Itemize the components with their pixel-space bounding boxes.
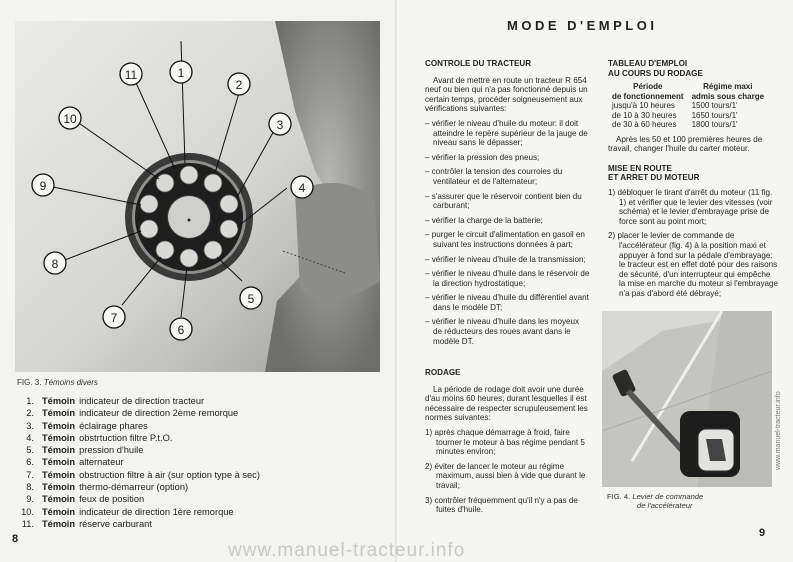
list-item: – purger le circuit d'alimentation en gasoil en suivant les instructions données à part; — [425, 230, 585, 249]
figure-3-title: Témoins divers — [43, 378, 98, 387]
list-item: 2) éviter de lancer le moteur au régime maximum, aussi bien à vide que durant le travail; — [425, 461, 586, 490]
legend-item: 6. Témoin alternateur — [26, 457, 124, 468]
mise-heading-1: MISE EN ROUTE — [608, 163, 672, 173]
figure-4-prefix: FIG. 4. — [607, 492, 631, 501]
list-item: – contrôler la tension des courroies du ventilateur et de l'alternateur; — [425, 167, 563, 186]
tableau-section — [608, 59, 778, 299]
legend-item: 7. Témoin obstruction filtre à air (sur option type à sec) — [26, 469, 260, 480]
callout-8: 8 — [51, 257, 59, 271]
callout-2: 2 — [235, 78, 243, 92]
column-header: Période — [633, 82, 663, 92]
callout-5: 5 — [247, 292, 255, 306]
callout-7: 7 — [110, 311, 118, 325]
list-item: 2) placer le levier de commande de l'accélérateur (fig. 4) à la position maxi et appuyer à fond sur la pédale d'embrayage: le tracteur est en effet doté pour des raisons de sécurité, d'un interrupteur qui empêche la mise en marche du moteur si l'embrayage n'a pas d'abord été débrayé; — [608, 231, 778, 298]
list-item: – vérifier la charge de la batterie; — [425, 215, 543, 225]
legend-item: 2. Témoin indicateur de direction 2ème remorque — [26, 408, 239, 419]
callout-3: 3 — [276, 118, 284, 132]
accelerator-lever-illustration — [602, 311, 772, 487]
table-header-row — [608, 92, 768, 102]
list-item: – s'assurer que le réservoir contient bien du carburant; — [425, 191, 582, 211]
figure-4-caption — [607, 492, 703, 510]
page-number-left: 8 — [12, 533, 19, 545]
page-title: MODE D'EMPLOI — [507, 18, 658, 33]
svg-text:●: ● — [186, 217, 192, 224]
rodage-heading: RODAGE — [425, 368, 461, 377]
table-row: jusqu'à 10 heures 1500 tours/1' — [612, 101, 738, 111]
instrument-panel-illustration — [15, 21, 380, 372]
warning-lights-legend — [8, 395, 260, 530]
list-item: 1) après chaque démarrage à froid, faire tourner le moteur à bas régime pendant 5 minutes environ; — [425, 427, 585, 457]
figure-3-caption — [17, 378, 98, 387]
rodage-intro: La période de rodage doit avoir une durée d'au moins 60 heures, durant lesquelles il est nécessaire de respecter scrupuleusement les normes suivantes: — [425, 384, 588, 423]
controle-intro: Avant de mettre en route un tracteur R 654 neuf ou bien qui n'a pas fonctionné depuis un certain temps, procéder soigneusement aux vérifications suivantes: — [425, 75, 588, 114]
callout-10: 10 — [63, 112, 77, 126]
page-number-right: 9 — [759, 527, 766, 539]
warning-lights-photo — [15, 21, 380, 372]
list-item: – vérifier la pression des pneus; — [425, 152, 540, 162]
left-page — [0, 0, 396, 562]
list-item: – vérifier le niveau d'huile dans les moyeux de réducteurs des roues avant dans le modèle DT. — [425, 317, 580, 346]
callout-11: 11 — [124, 68, 138, 82]
rodage-section — [425, 368, 590, 515]
rodage-rules — [425, 428, 590, 515]
figure-4-line-1: Levier de commande — [632, 492, 704, 501]
legend-item: 1. Témoin indicateur de direction tracteur — [26, 396, 205, 406]
callout-9: 9 — [39, 179, 47, 193]
controle-section — [425, 59, 590, 346]
list-item: 1) débloquer le tirant d'arrêt du moteur (11 fig. 1) et vérifier que le levier des vitesses (voir schéma) et le levier d'embrayage prise de force sont au point mort; — [608, 188, 773, 226]
table-row: de 10 à 30 heures 1650 tours/1' — [612, 110, 738, 120]
callout-4: 4 — [298, 181, 306, 195]
mise-steps — [608, 188, 778, 299]
legend-item: 8. Témoin thermo-démarreur (option) — [26, 482, 189, 493]
mise-heading-2: ET ARRET DU MOTEUR — [608, 173, 700, 183]
column-header: Régime maxi — [703, 82, 753, 92]
watermark: www.manuel-tracteur.info — [228, 540, 466, 561]
column-header: de fonctionnement — [612, 91, 684, 101]
accelerator-lever-photo — [602, 311, 772, 487]
tableau-note: Après les 50 et 100 premières heures de travail, changer l'huile du carter moteur. — [608, 134, 763, 154]
controle-heading: CONTROLE DU TRACTEUR — [425, 59, 532, 68]
rodage-table — [608, 82, 768, 130]
legend-item: 4. Témoin obstrtuction filtre P.t.O. — [26, 432, 173, 443]
legend-item: 9. Témoin feux de position — [26, 494, 145, 505]
callout-6: 6 — [177, 323, 185, 337]
right-page — [397, 0, 793, 562]
legend-item: 3. Témoin éclairage phares — [26, 420, 148, 431]
list-item: – vérifier le niveau d'huile du moteur: il doit atteindre le repère supérieur de la jauge de niveau sans le dépasser; — [425, 118, 588, 148]
tableau-heading-2: AU COURS DU RODAGE — [608, 68, 703, 78]
table-row: de 30 à 60 heures 1800 tours/1' — [612, 120, 738, 130]
figure-3-prefix: FIG. 3. — [17, 378, 42, 387]
list-item: 3) contrôler fréquemment qu'il n'y a pas de fuites d'huile. — [425, 495, 578, 515]
legend-item: 10. Témoin indicateur de direction 1ère remorque — [21, 506, 234, 517]
list-item: – vérifier le niveau d'huile de la transmission; — [425, 254, 586, 264]
column-header: admis sous charge — [691, 91, 765, 101]
side-watermark: www.manuel-tracteur.info — [775, 391, 782, 470]
callout-1: 1 — [177, 66, 185, 80]
table-header-row — [608, 82, 768, 92]
list-item: – vérifier le niveau d'huile du différentiel avant dans le modèle DT; — [425, 293, 589, 312]
figure-4-line-2: de l'accélérateur — [637, 501, 693, 510]
legend-item: 11. Témoin réserve carburant — [21, 518, 152, 529]
tableau-heading-1: TABLEAU D'EMPLOI — [608, 59, 688, 68]
list-item: – vérifier le niveau d'huile dans le réservoir de la direction hydrostatique; — [425, 269, 590, 288]
controle-checklist — [425, 119, 590, 346]
legend-item: 5. Témoin pression d'huile — [26, 445, 144, 456]
